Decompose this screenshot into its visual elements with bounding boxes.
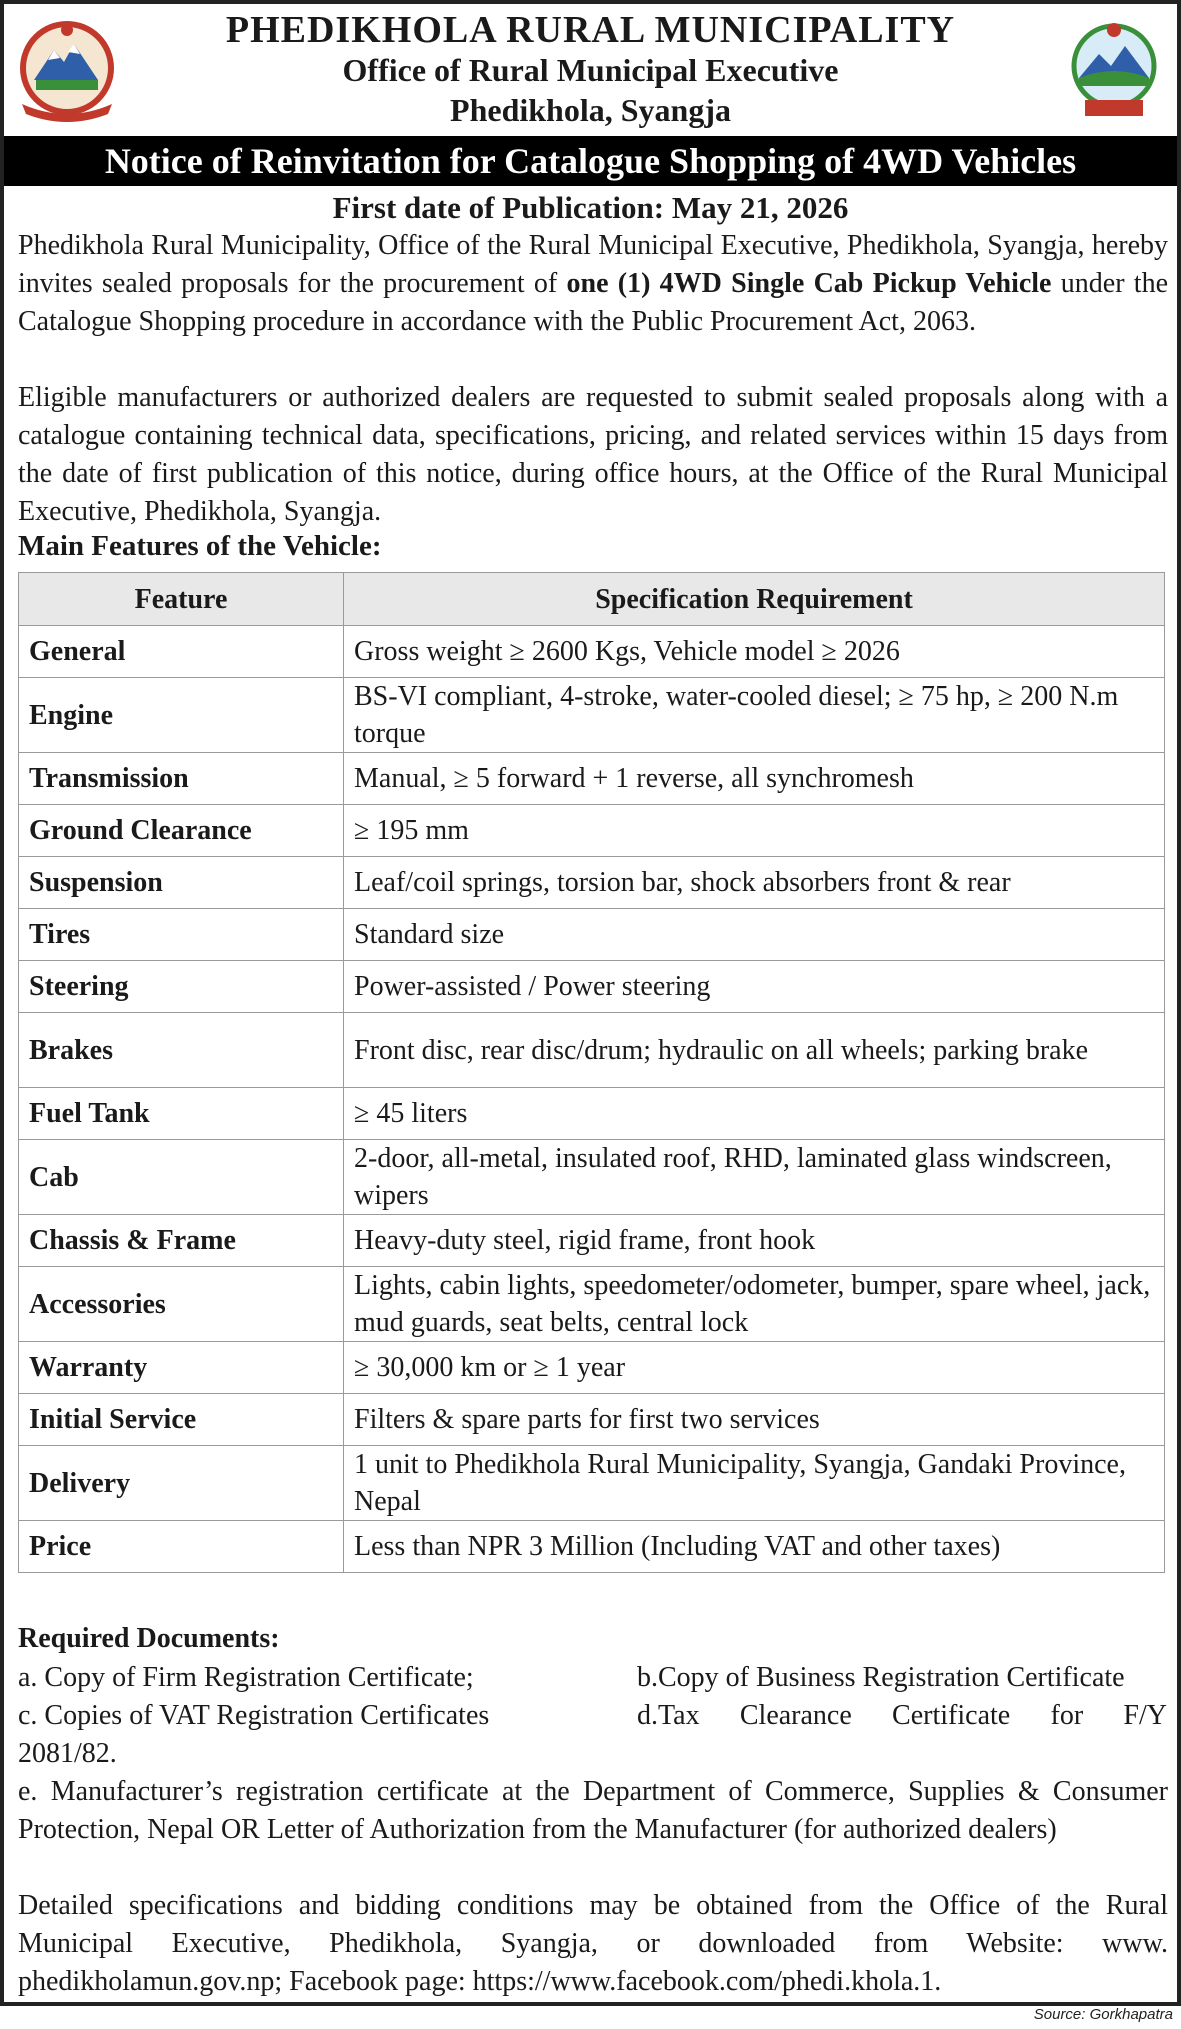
feature-cell: Warranty: [19, 1342, 344, 1394]
feature-cell: Initial Service: [19, 1394, 344, 1446]
spec-cell: Filters & spare parts for first two services: [344, 1394, 1165, 1446]
spec-cell: ≥ 45 liters: [344, 1088, 1165, 1140]
document-item-e: e. Manufacturer’s registration certificate at the Department of Commerce, Supplies & Consumer Protection, Nepal OR Letter of Authorization from the Manufacturer (for authorized dealers): [18, 1776, 1168, 1845]
table-row: [19, 961, 1165, 1013]
document-item-b: b.Copy of Business Registration Certificate: [637, 1662, 1125, 1693]
table-row: [19, 1446, 1165, 1521]
table-row: [19, 1140, 1165, 1215]
feature-cell: Tires: [19, 909, 344, 961]
spec-cell: ≥ 195 mm: [344, 805, 1165, 857]
feature-cell: Cab: [19, 1140, 344, 1215]
spec-cell: Manual, ≥ 5 forward + 1 reverse, all synchromesh: [344, 753, 1165, 805]
document-item-a: a. Copy of Firm Registration Certificate;: [18, 1662, 474, 1693]
table-row: [19, 1215, 1165, 1267]
table-row: [19, 857, 1165, 909]
spec-cell: Heavy-duty steel, rigid frame, front hook: [344, 1215, 1165, 1267]
table-row: [19, 1394, 1165, 1446]
header-spec: Specification Requirement: [344, 573, 1165, 626]
document-item-d: d.Tax Clearance Certificate for F/Y: [637, 1700, 1167, 1731]
spec-cell: ≥ 30,000 km or ≥ 1 year: [344, 1342, 1165, 1394]
table-row: [19, 909, 1165, 961]
eligibility-paragraph: Eligible manufacturers or authorized dealers are requested to submit sealed proposals along with a catalogue containing technical data, specifications, pricing, and related services within 15 days from the date of first publication of this notice, during office hours, at the Office of the Rural Municipal Executive, Phedikhola, Syangja.: [18, 382, 1168, 527]
spec-cell: Front disc, rear disc/drum; hydraulic on all wheels; parking brake: [344, 1013, 1165, 1088]
spec-cell: Less than NPR 3 Million (Including VAT and other taxes): [344, 1521, 1165, 1573]
spec-cell: Leaf/coil springs, torsion bar, shock absorbers front & rear: [344, 857, 1165, 909]
spec-cell: Standard size: [344, 909, 1165, 961]
spec-cell: 2-door, all-metal, insulated roof, RHD, laminated glass windscreen, wipers: [344, 1140, 1165, 1215]
intro-bold-item: one (1) 4WD Single Cab Pickup Vehicle: [566, 268, 1052, 299]
table-row: [19, 1342, 1165, 1394]
table-row: [19, 1267, 1165, 1342]
municipality-logo: [1059, 16, 1169, 126]
features-heading: Main Features of the Vehicle:: [18, 530, 382, 562]
vehicle-spec-table: [18, 572, 1165, 1573]
notice-banner: Notice of Reinvitation for Catalogue Shopping of 4WD Vehicles: [4, 136, 1177, 186]
document-item-c: c. Copies of VAT Registration Certificates: [18, 1700, 490, 1731]
office-name: Office of Rural Municipal Executive: [342, 52, 839, 88]
feature-cell: Ground Clearance: [19, 805, 344, 857]
feature-cell: Transmission: [19, 753, 344, 805]
feature-cell: Brakes: [19, 1013, 344, 1088]
document-item-d-continued: 2081/82.: [18, 1738, 117, 1769]
spec-cell: Power-assisted / Power steering: [344, 961, 1165, 1013]
table-row: [19, 678, 1165, 753]
spec-cell: Gross weight ≥ 2600 Kgs, Vehicle model ≥ 2026: [344, 626, 1165, 678]
table-row: [19, 1088, 1165, 1140]
table-header-row: [19, 573, 1165, 626]
intro-text-1: Phedikhola Rural Municipality, Office of the Rural Municipal Executive, Phedikhola, Syangja, hereby invites sealed proposals for the procurement of: [18, 230, 1168, 299]
feature-cell: Chassis & Frame: [19, 1215, 344, 1267]
feature-cell: Fuel Tank: [19, 1088, 344, 1140]
feature-cell: Suspension: [19, 857, 344, 909]
feature-cell: Delivery: [19, 1446, 344, 1521]
office-location: Phedikhola, Syangja: [450, 92, 731, 128]
notice-header: [4, 4, 1177, 136]
header-feature: Feature: [19, 573, 344, 626]
spec-cell: BS-VI compliant, 4-stroke, water-cooled diesel; ≥ 75 hp, ≥ 200 N.m torque: [344, 678, 1165, 753]
table-row: [19, 753, 1165, 805]
intro-paragraph: [18, 227, 1168, 341]
documents-heading: Required Documents:: [18, 1623, 280, 1654]
table-row: [19, 626, 1165, 678]
feature-cell: Steering: [19, 961, 344, 1013]
feature-cell: Price: [19, 1521, 344, 1573]
municipality-title: PHEDIKHOLA RURAL MUNICIPALITY: [225, 9, 956, 51]
table-row: [19, 1521, 1165, 1573]
spec-cell: Lights, cabin lights, speedometer/odometer, bumper, spare wheel, jack, mud guards, seat belts, central lock: [344, 1267, 1165, 1342]
feature-cell: General: [19, 626, 344, 678]
source-credit: Source: Gorkhapatra: [1033, 2006, 1173, 2023]
feature-cell: Engine: [19, 678, 344, 753]
spec-cell: 1 unit to Phedikhola Rural Municipality, Syangja, Gandaki Province, Nepal: [344, 1446, 1165, 1521]
intro-text-2: under the Catalogue Shopping procedure in accordance with the Public Procurement Act, 2063.: [18, 268, 1168, 337]
feature-cell: Accessories: [19, 1267, 344, 1342]
closing-paragraph: Detailed specifications and bidding conditions may be obtained from the Office of the Rural Municipal Executive, Phedikhola, Syangja, or downloaded from Website: www. phedikholamun.gov.np; Facebook page: https://www.facebook.com/phedi.khola.1.: [18, 1890, 1168, 1997]
table-row: [19, 1013, 1165, 1088]
table-row: [19, 805, 1165, 857]
publication-date: First date of Publication: May 21, 2026: [332, 190, 849, 225]
